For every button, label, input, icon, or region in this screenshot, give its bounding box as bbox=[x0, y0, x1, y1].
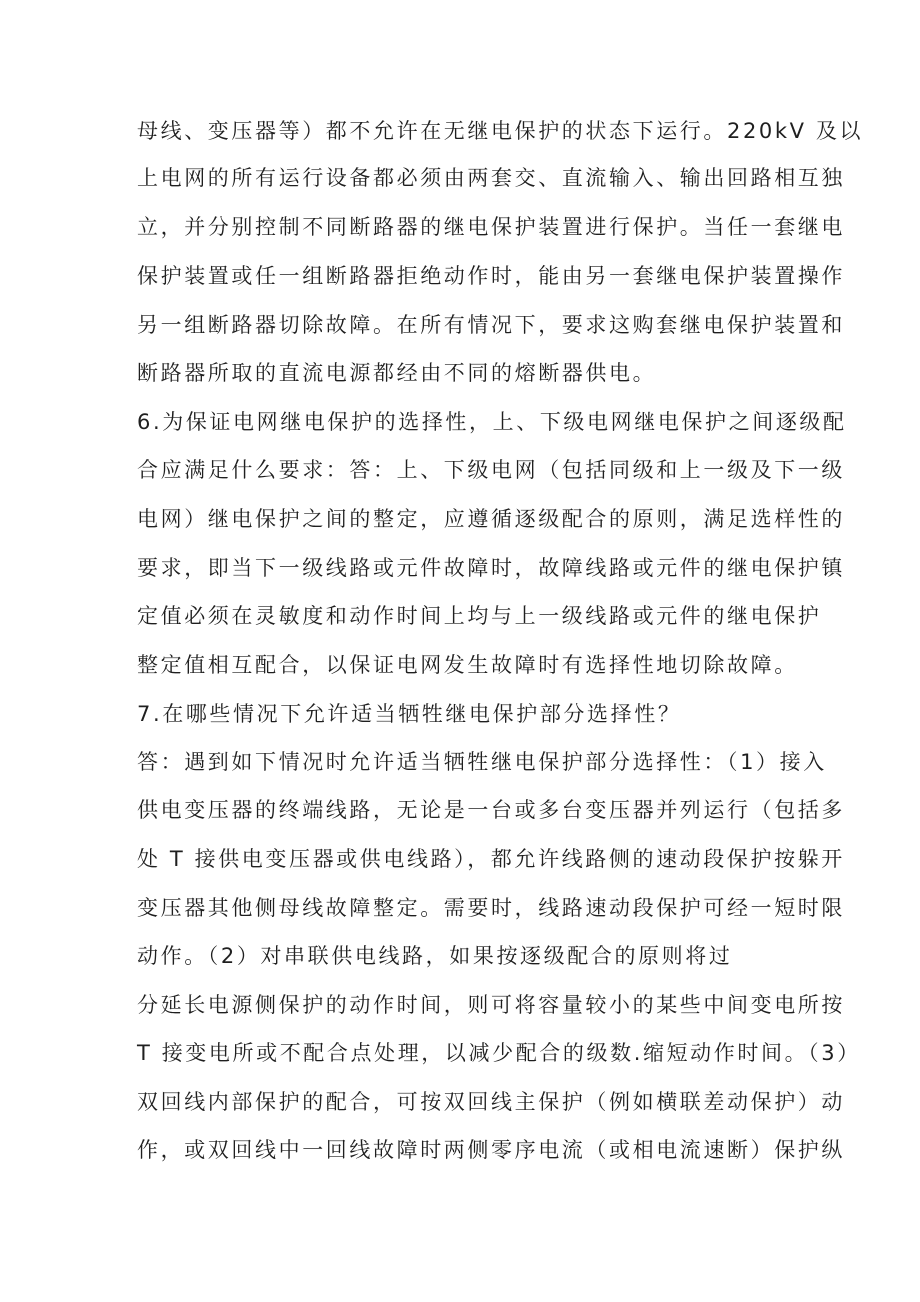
text-line: 分延长电源侧保护的动作时间，则可将容量较小的某些中间变电所按 bbox=[137, 993, 845, 1017]
text-line: 动作。（2）对串联供电线路，如果按逐级配合的原则将过 bbox=[137, 944, 733, 968]
text-line: 立，并分别控制不同断路器的继电保护装置进行保护。当任一套继电 bbox=[137, 215, 845, 239]
text-line: 双回线内部保护的配合，可按双回线主保护（例如横联差动保护）动 bbox=[137, 1090, 845, 1114]
question-7-line: 7.在哪些情况下允许适当牺牲继电保护部分选择性？ bbox=[137, 702, 682, 726]
text-line: 上电网的所有运行设备都必须由两套交、直流输入、输出回路相互独 bbox=[137, 166, 845, 190]
text-line: 电网）继电保护之间的整定，应遵循逐级配合的原则，满足选样性的 bbox=[137, 507, 845, 531]
text-line: 定值必须在灵敏度和动作时间上均与上一级线路或元件的继电保护 bbox=[137, 604, 822, 628]
text-line: 另一组断路器切除故障。在所有情况下，要求这购套继电保护装置和 bbox=[137, 313, 845, 337]
text-line: 整定值相互配合，以保证电网发生故障时有选择性地切除故障。 bbox=[137, 653, 798, 677]
text-line: T 接变电所或不配合点处理，以减少配合的级数.缩短动作时间。（3） bbox=[137, 1041, 861, 1065]
text-line: 合应满足什么要求：答：上、下级电网（包括同级和上一级及下一级 bbox=[137, 458, 845, 482]
text-line: 保护装置或任一组断路器拒绝动作时，能由另一套继电保护装置操作 bbox=[137, 264, 845, 288]
answer-line: 答：遇到如下情况时允许适当牺牲继电保护部分选择性：（1）接入 bbox=[137, 750, 827, 774]
question-6-line: 6.为保证电网继电保护的选择性，上、下级电网继电保护之间逐级配 bbox=[137, 410, 847, 434]
text-line: 供电变压器的终端线路，无论是一台或多台变压器并列运行（包括多 bbox=[137, 798, 845, 822]
text-line: 变压器其他侧母线故障整定。需要时，线路速动段保护可经一短时限 bbox=[137, 896, 845, 920]
text-line: 断路器所取的直流电源都经由不同的熔断器供电。 bbox=[137, 361, 657, 385]
text-line: 母线、变压器等）都不允许在无继电保护的状态下运行。220kV 及以 bbox=[137, 119, 864, 143]
text-line: 要求，即当下一级线路或元件故障时，故障线路或元件的继电保护镇 bbox=[137, 556, 845, 580]
text-line: 作，或双回线中一回线故障时两侧零序电流（或相电流速断）保护纵 bbox=[137, 1138, 845, 1162]
text-line: 处 T 接供电变压器或供电线路），都允许线路侧的速动段保护按躲开 bbox=[137, 847, 845, 871]
